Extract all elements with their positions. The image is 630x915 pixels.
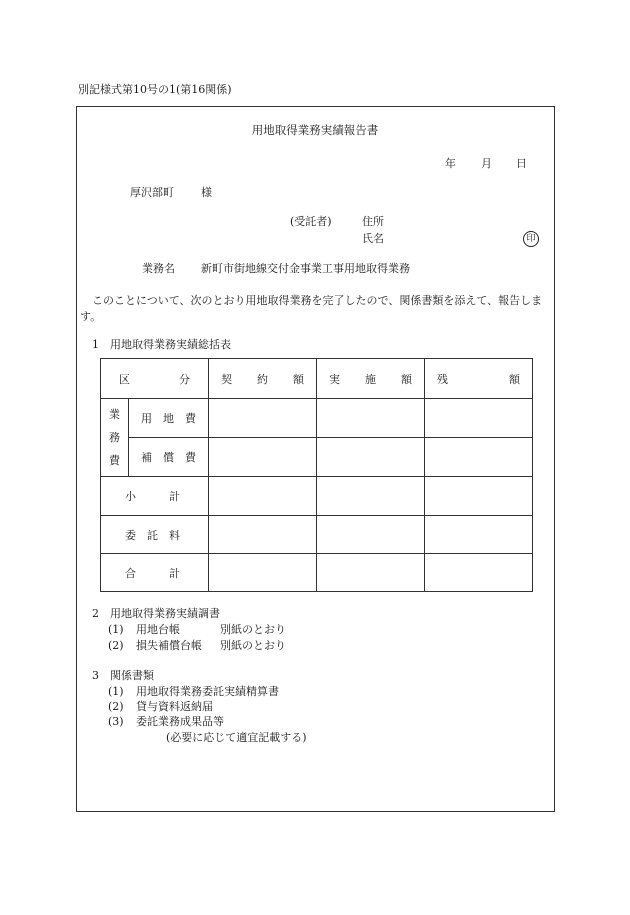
cell-commission-contract — [209, 516, 317, 554]
cell-compensation-remaining — [425, 438, 533, 477]
section3-item-number: (3) — [108, 715, 124, 728]
section3-title: 3 関係書類 — [92, 669, 154, 682]
section2-item-name: 損失補償台帳 — [136, 639, 202, 652]
section2-title: 2 用地取得業務実績調書 — [92, 607, 220, 620]
section1-title: 1 用地取得業務実績総括表 — [92, 338, 231, 351]
cell-total-remaining — [425, 554, 533, 592]
row-label-subtotal: 小 計 — [101, 477, 209, 516]
addressee-name: 厚沢部町 — [130, 186, 174, 199]
table-row-commission — [101, 516, 533, 554]
cell-subtotal-contract — [209, 477, 317, 516]
section2-item-number: (2) — [108, 639, 124, 652]
cell-subtotal-actual — [317, 477, 425, 516]
row-label-commission: 委 託 料 — [101, 516, 209, 554]
contractor-role: (受託者) — [290, 215, 332, 228]
section3-item-name: 用地取得業務委託実績精算書 — [136, 685, 279, 698]
cell-compensation-contract — [209, 438, 317, 477]
form-number-label: 別記様式第10号の1(第16関係) — [78, 83, 232, 96]
section2-item-note: 別紙のとおり — [220, 639, 286, 652]
summary-table — [100, 358, 533, 592]
seal-icon: 印 — [523, 231, 539, 247]
header-kubun: 区 分 — [101, 359, 209, 399]
cell-total-contract — [209, 554, 317, 592]
row-label-total: 合 計 — [101, 554, 209, 592]
cell-land-contract — [209, 399, 317, 438]
cell-total-actual — [317, 554, 425, 592]
table-header-row — [101, 359, 533, 399]
addressee-honorific: 様 — [201, 186, 212, 199]
cell-compensation-actual — [317, 438, 425, 477]
section3-item-name: 委託業務成果品等 — [136, 715, 224, 728]
section2-item-name: 用地台帳 — [136, 623, 180, 636]
table-row-compensation — [101, 438, 533, 477]
document-title: 用地取得業務実績報告書 — [251, 123, 379, 137]
date-year: 年 — [445, 157, 456, 170]
cell-land-actual — [317, 399, 425, 438]
project-label: 業務名 — [142, 262, 175, 275]
section3-item-name: 貸与資料返納届 — [136, 700, 213, 713]
table-row-subtotal — [101, 477, 533, 516]
header-remaining-amount: 残 額 — [425, 359, 533, 399]
header-actual-amount: 実 施 額 — [317, 359, 425, 399]
contractor-name-label: 氏名 — [362, 232, 384, 245]
section2-item-number: (1) — [108, 623, 124, 636]
date-day: 日 — [516, 157, 527, 170]
project-name: 新町市街地線交付金事業工事用地取得業務 — [201, 262, 410, 275]
header-contract-amount: 契 約 額 — [209, 359, 317, 399]
cell-commission-remaining — [425, 516, 533, 554]
section3-item-number: (1) — [108, 685, 124, 698]
section2-item-note: 別紙のとおり — [220, 623, 286, 636]
section3-item-number: (2) — [108, 700, 124, 713]
date-month: 月 — [481, 157, 492, 170]
section3-note: (必要に応じて適宜記載する) — [166, 731, 307, 744]
contractor-address-label: 住所 — [362, 215, 384, 228]
business-cost-group-label: 業 務 費 — [101, 399, 129, 477]
cell-land-remaining — [425, 399, 533, 438]
table-row-land — [101, 399, 533, 438]
report-body-text: このことについて、次のとおり用地取得業務を完了したので、関係書類を添えて、報告します。 — [80, 294, 543, 323]
row-label-compensation: 補 償 費 — [129, 438, 209, 477]
cell-commission-actual — [317, 516, 425, 554]
cell-subtotal-remaining — [425, 477, 533, 516]
row-label-land: 用 地 費 — [129, 399, 209, 438]
table-row-total — [101, 554, 533, 592]
